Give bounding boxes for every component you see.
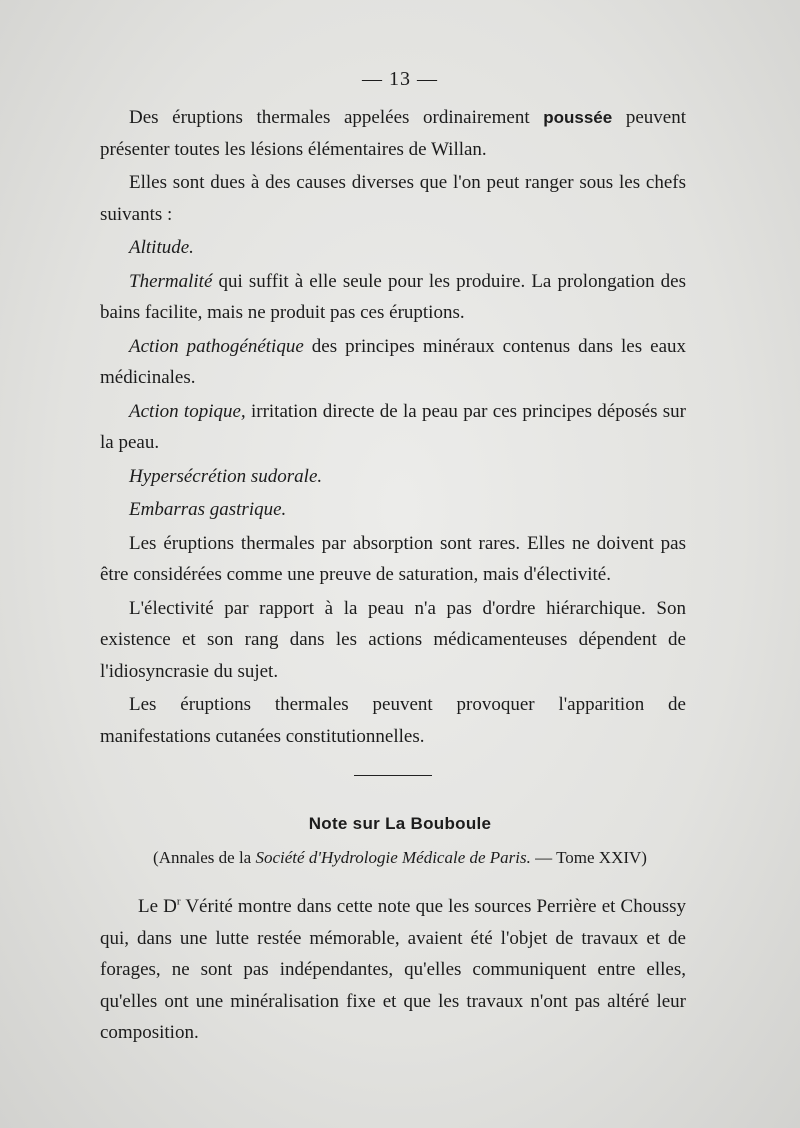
text-span: peuvent présenter toutes les lésions élémentaires de Willan. xyxy=(100,107,686,160)
text-span: des principes minéraux contenus dans les eaux médicinales. xyxy=(100,335,687,388)
paragraph-action-pathogenetique xyxy=(100,331,686,394)
paragraph-eruptions-intro xyxy=(100,102,686,165)
bold-term-poussee: poussée xyxy=(543,108,613,127)
italic-term: Thermalité xyxy=(129,270,213,292)
source-text: — Tome XXIV) xyxy=(530,848,647,867)
italic-term: Embarras gastrique. xyxy=(129,499,287,520)
source-text: (Annales de la xyxy=(153,848,256,867)
text-span: Vérité montre dans cette note que les sources Perrière et Choussy qui, dans une lutte restée mémorable, avaient été l'objet de travaux et de forages, ne sont pas indépendantes, qu'elles communiquent entre elles, qu'elles ont une minéralisation fixe et que les travaux n'ont pas altéré leur composition. xyxy=(100,896,686,1043)
paragraph-altitude xyxy=(100,232,686,264)
page-number: — 13 — xyxy=(362,68,438,90)
paragraph-action-topique xyxy=(100,396,686,459)
italic-term: Action topique, xyxy=(129,400,246,422)
text-span: qui suffit à elle seule pour les produire. La prolongation des bains facilite, mais ne produit pas ces éruptions. xyxy=(100,270,686,323)
paragraph-absorption: Les éruptions thermales par absorption sont rares. Elles ne doivent pas être considérées comme une preuve de saturation, mais d'électivité. xyxy=(100,532,686,585)
paragraph-manifestations: Les éruptions thermales peuvent provoquer l'apparition de manifestations cutanées constitutionnelles. xyxy=(100,694,686,747)
paragraph-causes: Elles sont dues à des causes diverses que l'on peut ranger sous les chefs suivants : xyxy=(100,172,686,225)
note-paragraph xyxy=(100,891,686,1049)
paragraph-embarras xyxy=(100,494,686,526)
source-journal: Société d'Hydrologie Médicale de Paris. xyxy=(255,848,531,867)
body-text xyxy=(100,102,686,754)
text-span: Des éruptions thermales appelées ordinairement xyxy=(129,107,544,128)
section-title: Note sur La Bouboule xyxy=(308,814,492,833)
superscript: r xyxy=(176,895,181,908)
paragraph-thermalite xyxy=(100,266,686,329)
text-span: Le D xyxy=(138,896,177,917)
paragraph-electivite: L'électivité par rapport à la peau n'a pas d'ordre hiérarchique. Son existence et son rang dans les actions médicamenteuses dépendent de l'idiosyncrasie du sujet. xyxy=(100,597,686,682)
paragraph-hypersecretion xyxy=(100,461,686,493)
section-source xyxy=(0,848,800,868)
italic-term: Action pathogénétique xyxy=(129,335,304,357)
italic-term: Hypersécrétion sudorale. xyxy=(129,465,323,487)
section-divider xyxy=(354,775,432,776)
text-span: irritation directe de la peau par ces principes déposés sur la peau. xyxy=(100,400,686,453)
italic-term: Altitude. xyxy=(129,237,194,258)
